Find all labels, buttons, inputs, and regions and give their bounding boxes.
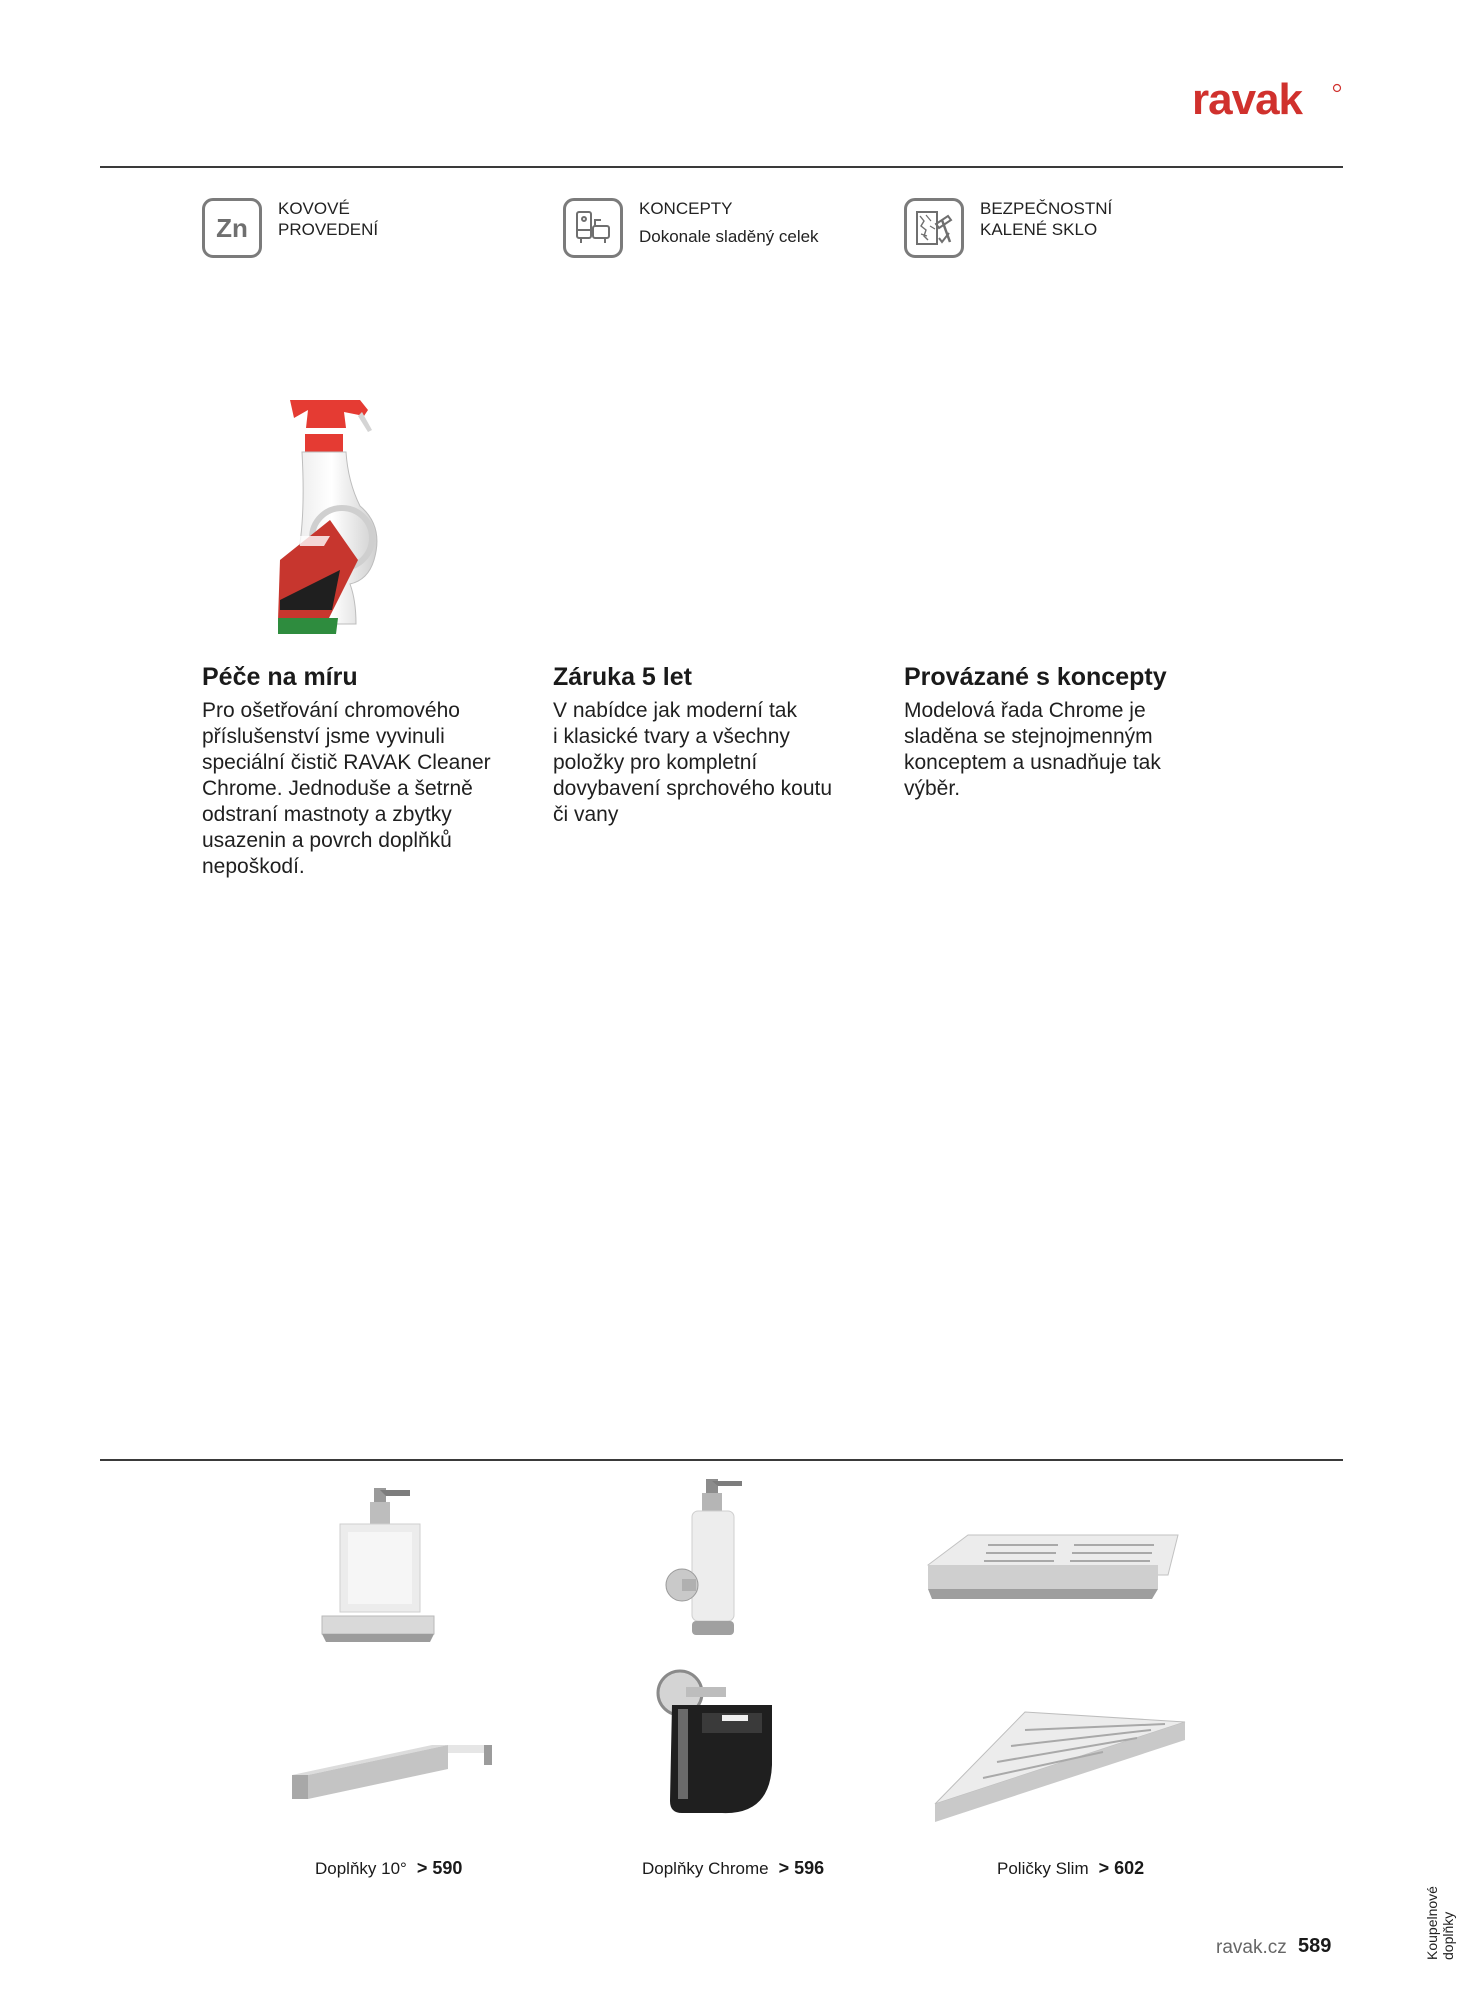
feature-glass — [904, 198, 1112, 258]
ravak-logo — [1192, 72, 1342, 128]
column-warranty-body: V nabídce jak moderní tak i klasické tvary a všechny položky pro kompletní dovybavení sprchového koutu či vany — [553, 699, 833, 826]
column-care-body: Pro ošetřování chromového příslušenství jsme vyvinuli speciální čistič RAVAK Cleaner Chrome. Jednoduše a šetrně odstraní mastnoty a zbytky usazenin a povrch doplňků nepoškodí. — [202, 699, 491, 878]
cleaner-bottle-image — [250, 390, 390, 650]
footer-website[interactable]: ravak.cz — [1216, 1937, 1287, 1958]
corner-shelf-slim-image — [925, 1700, 1195, 1830]
safety-glass-icon — [904, 198, 964, 258]
towel-holder-10-image — [288, 1735, 508, 1815]
bottom-divider — [100, 1459, 1343, 1461]
column-concepts-body: Modelová řada Chrome je sladěna se stejnojmenným konceptem a usnadňuje tak výběr. — [904, 699, 1161, 800]
caption-shelves-slim — [997, 1858, 1144, 1879]
column-care — [202, 662, 522, 880]
caption-shelves-slim-link[interactable]: > 602 — [1098, 1858, 1145, 1878]
caption-accessories-10-link[interactable]: > 590 — [416, 1858, 463, 1878]
section-side-label: Koupelnové doplňky — [1424, 1886, 1456, 1960]
feature-glass-title: BEZPEČNOSTNÍ KALENÉ SKLO — [980, 199, 1113, 239]
zinc-icon — [202, 198, 262, 258]
soap-dispenser-round-image — [662, 1475, 762, 1650]
caption-accessories-chrome-label: Doplňky Chrome — [642, 1859, 769, 1878]
soap-dispenser-square-image — [318, 1482, 448, 1657]
caption-shelves-slim-label: Poličky Slim — [997, 1859, 1089, 1878]
toilet-paper-holder-image — [652, 1665, 782, 1825]
zinc-icon-text: Zn — [216, 212, 248, 243]
caption-accessories-10-label: Doplňky 10° — [315, 1859, 407, 1878]
column-concepts — [904, 662, 1224, 802]
column-concepts-heading: Provázané s koncepty — [904, 663, 1167, 691]
feature-concepts-title: KONCEPTY — [639, 199, 733, 218]
logo-text: ravak — [1192, 75, 1303, 124]
bathroom-concept-icon — [563, 198, 623, 258]
page-number: 589 — [1298, 1935, 1332, 1957]
column-warranty-heading: Záruka 5 let — [553, 663, 692, 691]
feature-metal-title: KOVOVÉ PROVEDENÍ — [278, 199, 379, 239]
column-warranty — [553, 662, 873, 828]
feature-concepts — [563, 198, 819, 258]
feature-concepts-subtitle: Dokonale sladěný celek — [639, 227, 819, 246]
feature-metal — [202, 198, 378, 258]
caption-accessories-10 — [315, 1858, 462, 1879]
top-divider — [100, 166, 1343, 168]
caption-accessories-chrome-link[interactable]: > 596 — [778, 1858, 825, 1878]
shelf-slim-image — [918, 1515, 1188, 1635]
caption-accessories-chrome — [642, 1858, 824, 1879]
column-care-heading: Péče na míru — [202, 663, 358, 691]
